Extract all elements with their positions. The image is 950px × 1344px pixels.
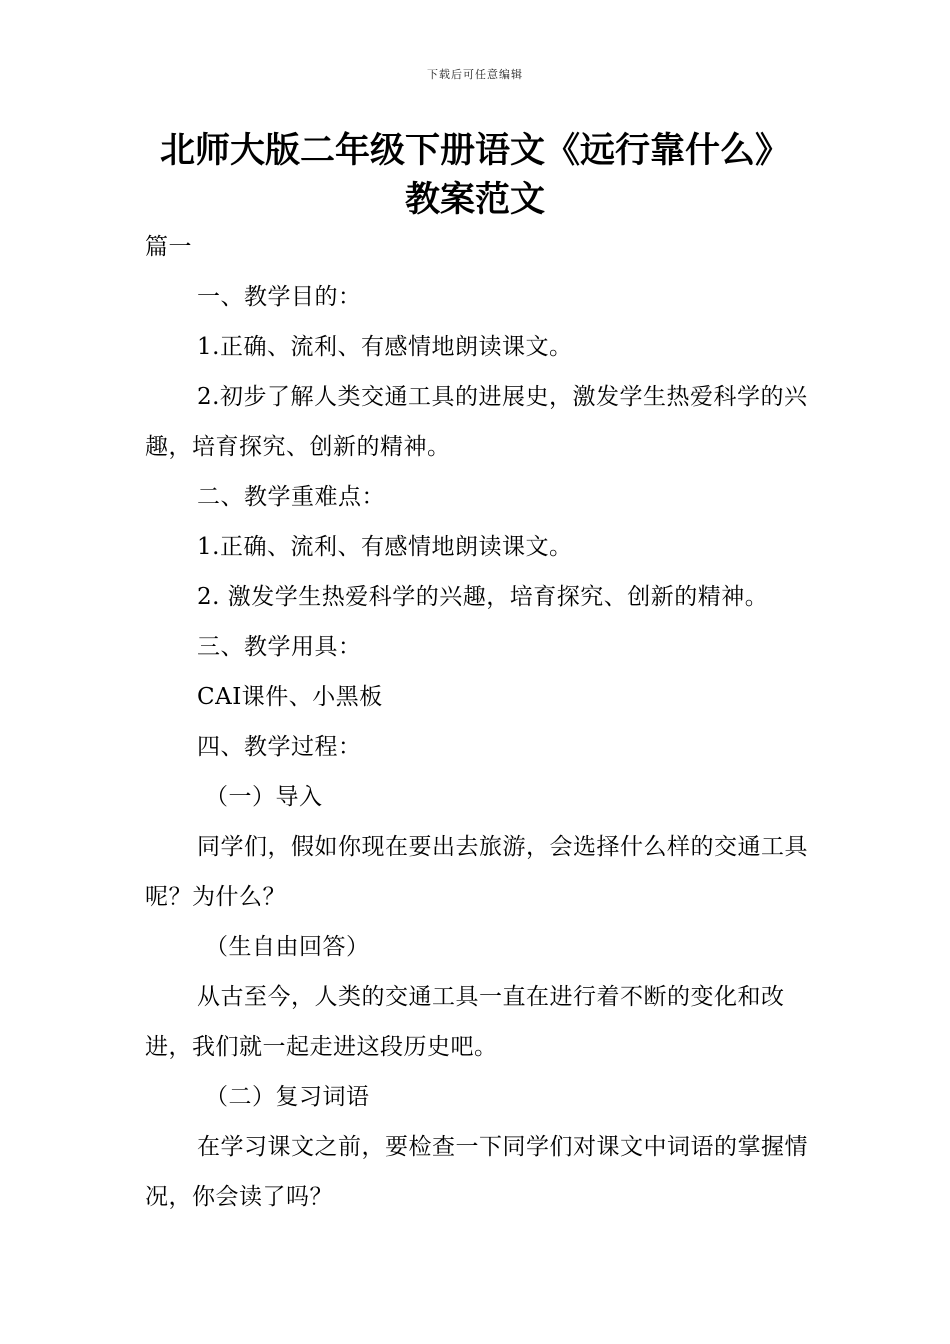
heading-teaching-process: 四、教学过程： [197, 734, 362, 760]
subheading-introduction: （一）导入 [205, 784, 323, 810]
paragraph: （生自由回答） [205, 934, 370, 960]
heading-key-points: 二、教学重难点： [197, 484, 385, 510]
section-label: 篇一 [145, 234, 192, 260]
paragraph: 同学们，假如你现在要出去旅游，会选择什么样的交通工具呢？为什么？ [145, 834, 808, 910]
paragraph: 1.正确、流利、有感情地朗读课文。 [197, 334, 573, 360]
paragraph: CAI课件、小黑板 [197, 684, 383, 710]
paragraph: 从古至今，人类的交通工具一直在进行着不断的变化和改进，我们就一起走进这段历史吧。 [145, 984, 785, 1060]
heading-teaching-goals: 一、教学目的： [197, 284, 362, 310]
paragraph: 2.初步了解人类交通工具的进展史，激发学生热爱科学的兴趣，培育探究、创新的精神。 [145, 384, 808, 460]
subheading-review-words: （二）复习词语 [205, 1084, 370, 1110]
paragraph: 1.正确、流利、有感情地朗读课文。 [197, 534, 573, 560]
paragraph: 在学习课文之前，要检查一下同学们对课文中词语的掌握情况，你会读了吗？ [145, 1134, 808, 1210]
document-title-line-2: 教案范文 [404, 180, 545, 220]
heading-teaching-tools: 三、教学用具： [197, 634, 362, 660]
paragraph: 2. 激发学生热爱科学的兴趣，培育探究、创新的精神。 [197, 584, 769, 610]
document-title-line-1: 北师大版二年级下册语文《远行靠什么》 [159, 131, 790, 171]
page-header-note: 下载后可任意编辑 [427, 68, 523, 81]
